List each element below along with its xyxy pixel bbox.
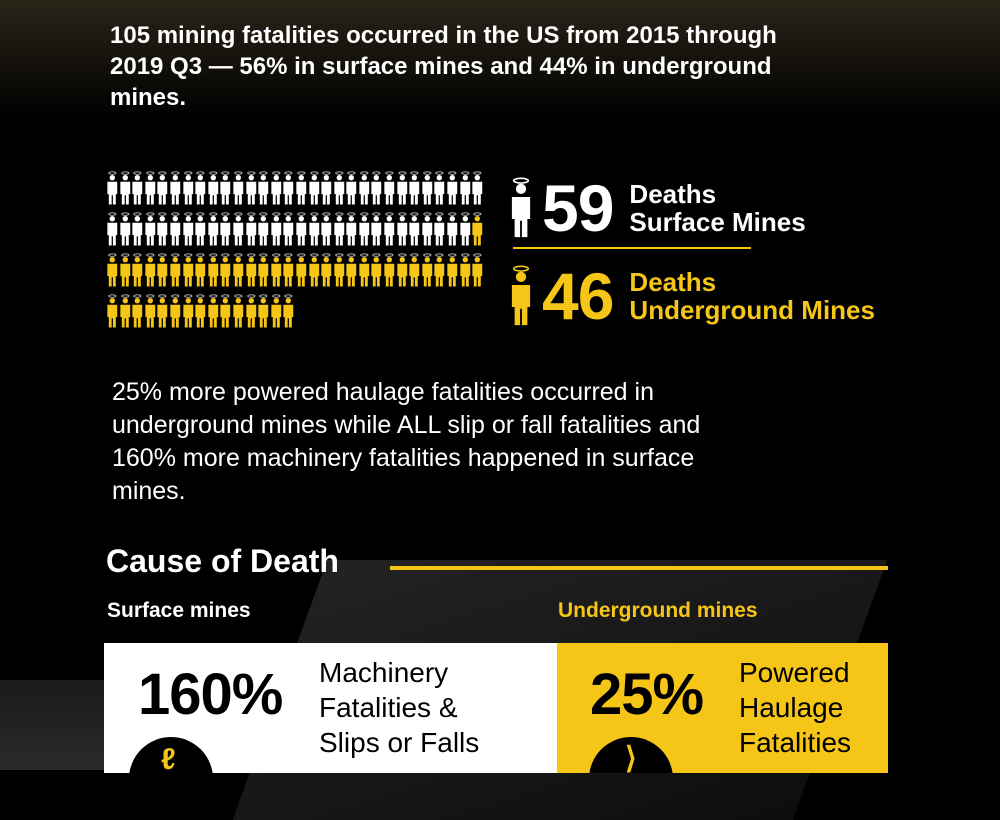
underground-fatality-icon bbox=[219, 294, 232, 329]
surface-fatality-icon bbox=[333, 212, 346, 247]
surface-fatality-icon bbox=[194, 212, 207, 247]
surface-fatality-icon bbox=[282, 171, 295, 206]
surface-fatality-icon bbox=[358, 171, 371, 206]
surface-mines-heading: Surface mines bbox=[107, 599, 251, 622]
underground-fatality-icon bbox=[207, 294, 220, 329]
surface-fatality-icon bbox=[207, 171, 220, 206]
underground-fatality-icon bbox=[257, 294, 270, 329]
surface-fatality-icon bbox=[358, 212, 371, 247]
underground-fatality-icon bbox=[169, 294, 182, 329]
underground-fatality-icon bbox=[219, 253, 232, 288]
underground-fatality-icon bbox=[131, 294, 144, 329]
underground-fatality-icon bbox=[182, 294, 195, 329]
underground-fatality-icon bbox=[459, 253, 472, 288]
surface-fatality-icon bbox=[156, 212, 169, 247]
surface-fatality-icon bbox=[433, 171, 446, 206]
underground-fatality-icon bbox=[245, 253, 258, 288]
surface-fatality-icon bbox=[182, 171, 195, 206]
underground-fatality-icon bbox=[446, 253, 459, 288]
surface-fatality-icon bbox=[119, 212, 132, 247]
underground-fatality-icon bbox=[232, 294, 245, 329]
underground-cause-line: Haulage bbox=[739, 692, 844, 723]
underground-fatality-icon bbox=[106, 294, 119, 329]
haulage-icon: ⟩ bbox=[589, 737, 673, 773]
surface-fatality-icon bbox=[106, 171, 119, 206]
underground-fatality-icon bbox=[169, 253, 182, 288]
underground-fatality-icon bbox=[370, 253, 383, 288]
surface-fatality-icon bbox=[308, 171, 321, 206]
surface-cause-line: Fatalities & bbox=[319, 692, 458, 723]
underground-fatality-icon bbox=[131, 253, 144, 288]
underground-fatality-icon bbox=[421, 253, 434, 288]
surface-fatality-icon bbox=[408, 171, 421, 206]
underground-percent: 25% bbox=[590, 662, 704, 727]
surface-fatality-icon bbox=[182, 212, 195, 247]
surface-fatality-icon bbox=[345, 171, 358, 206]
surface-fatality-icon bbox=[106, 212, 119, 247]
underground-fatality-icon bbox=[383, 253, 396, 288]
underground-fatality-icon bbox=[194, 253, 207, 288]
underground-fatality-icon bbox=[282, 253, 295, 288]
surface-fatality-icon bbox=[433, 212, 446, 247]
surface-fatality-icon bbox=[119, 171, 132, 206]
surface-fatality-icon bbox=[421, 171, 434, 206]
surface-fatality-icon bbox=[245, 212, 258, 247]
underground-fatality-icon bbox=[245, 294, 258, 329]
underground-cause-line: Fatalities bbox=[739, 727, 852, 758]
underground-fatality-icon bbox=[433, 253, 446, 288]
surface-fatality-icon bbox=[270, 212, 283, 247]
surface-fatality-icon bbox=[471, 171, 484, 206]
surface-fatality-icon bbox=[383, 171, 396, 206]
underground-fatality-icon bbox=[156, 253, 169, 288]
underground-fatality-icon bbox=[295, 253, 308, 288]
surface-deaths-value: 59 bbox=[542, 171, 614, 245]
surface-fatality-icon bbox=[245, 171, 258, 206]
surface-mines-label: Surface Mines bbox=[629, 207, 806, 237]
underground-deaths-value: 46 bbox=[542, 259, 614, 333]
underground-fatality-icon bbox=[194, 294, 207, 329]
underground-fatality-icon bbox=[308, 253, 321, 288]
underground-cause-line: Powered bbox=[739, 657, 850, 688]
surface-fatality-icon bbox=[232, 171, 245, 206]
surface-fatality-icon bbox=[131, 212, 144, 247]
surface-percent: 160% bbox=[138, 662, 283, 727]
underground-fatality-icon bbox=[257, 253, 270, 288]
surface-fatality-icon bbox=[131, 171, 144, 206]
underground-fatality-icon bbox=[320, 253, 333, 288]
person-with-halo-icon bbox=[510, 265, 532, 327]
surface-fatality-icon bbox=[421, 212, 434, 247]
underground-fatality-icon bbox=[471, 253, 484, 288]
surface-fatality-icon bbox=[446, 171, 459, 206]
person-with-halo-icon bbox=[510, 177, 532, 239]
fatality-pictogram bbox=[106, 171, 486, 329]
surface-deaths-label: Deaths bbox=[629, 179, 717, 209]
surface-fatality-icon bbox=[320, 171, 333, 206]
surface-cause-line: Machinery bbox=[319, 657, 449, 688]
underground-cause-card bbox=[557, 643, 888, 773]
surface-fatality-icon bbox=[446, 212, 459, 247]
underground-deaths-label: Deaths bbox=[629, 267, 717, 297]
underground-fatality-icon bbox=[106, 253, 119, 288]
underground-fatality-icon bbox=[396, 253, 409, 288]
surface-fatality-icon bbox=[144, 212, 157, 247]
surface-fatality-icon bbox=[459, 212, 472, 247]
underground-fatality-icon bbox=[282, 294, 295, 329]
surface-fatality-icon bbox=[144, 171, 157, 206]
surface-fatality-icon bbox=[219, 171, 232, 206]
surface-fatality-icon bbox=[295, 171, 308, 206]
underground-fatality-icon bbox=[182, 253, 195, 288]
surface-fatality-icon bbox=[295, 212, 308, 247]
surface-fatality-icon bbox=[219, 212, 232, 247]
underground-fatality-icon bbox=[144, 253, 157, 288]
cause-of-death-title: Cause of Death bbox=[106, 543, 339, 579]
surface-fatality-icon bbox=[370, 171, 383, 206]
surface-fatality-icon bbox=[207, 212, 220, 247]
surface-fatality-icon bbox=[308, 212, 321, 247]
underground-mines-heading: Underground mines bbox=[558, 599, 758, 622]
underground-fatality-icon bbox=[408, 253, 421, 288]
underground-deaths-stat bbox=[510, 258, 875, 334]
underground-fatality-icon bbox=[270, 253, 283, 288]
stat-divider bbox=[513, 247, 751, 249]
title-rule bbox=[390, 566, 888, 570]
underground-fatality-icon bbox=[345, 253, 358, 288]
underground-fatality-icon bbox=[471, 212, 484, 247]
underground-fatality-icon bbox=[333, 253, 346, 288]
underground-fatality-icon bbox=[358, 253, 371, 288]
surface-fatality-icon bbox=[459, 171, 472, 206]
surface-fatality-icon bbox=[396, 171, 409, 206]
surface-fatality-icon bbox=[169, 212, 182, 247]
surface-cause-line: Slips or Falls bbox=[319, 727, 480, 758]
underground-fatality-icon bbox=[144, 294, 157, 329]
surface-fatality-icon bbox=[383, 212, 396, 247]
surface-deaths-stat bbox=[510, 170, 806, 246]
surface-fatality-icon bbox=[408, 212, 421, 247]
underground-fatality-icon bbox=[270, 294, 283, 329]
surface-fatality-icon bbox=[282, 212, 295, 247]
surface-fatality-icon bbox=[232, 212, 245, 247]
surface-fatality-icon bbox=[169, 171, 182, 206]
underground-fatality-icon bbox=[119, 294, 132, 329]
machinery-icon: ℓ bbox=[129, 737, 213, 773]
underground-fatality-icon bbox=[119, 253, 132, 288]
comparison-paragraph: 25% more powered haulage fatalities occurred in underground mines while ALL slip or fall fatalities and 160% more machinery fatalities happened in surface mines. bbox=[112, 378, 701, 505]
underground-mines-label: Underground Mines bbox=[629, 295, 875, 325]
surface-fatality-icon bbox=[257, 212, 270, 247]
surface-cause-card bbox=[104, 643, 557, 773]
surface-fatality-icon bbox=[194, 171, 207, 206]
surface-fatality-icon bbox=[156, 171, 169, 206]
surface-fatality-icon bbox=[396, 212, 409, 247]
underground-fatality-icon bbox=[232, 253, 245, 288]
surface-fatality-icon bbox=[270, 171, 283, 206]
surface-fatality-icon bbox=[370, 212, 383, 247]
underground-fatality-icon bbox=[207, 253, 220, 288]
underground-fatality-icon bbox=[156, 294, 169, 329]
surface-fatality-icon bbox=[320, 212, 333, 247]
intro-text: 105 mining fatalities occurred in the US from 2015 through 2019 Q3 — 56% in surface mines and 44% in underground mines. bbox=[110, 22, 777, 111]
surface-fatality-icon bbox=[333, 171, 346, 206]
surface-fatality-icon bbox=[257, 171, 270, 206]
surface-fatality-icon bbox=[345, 212, 358, 247]
